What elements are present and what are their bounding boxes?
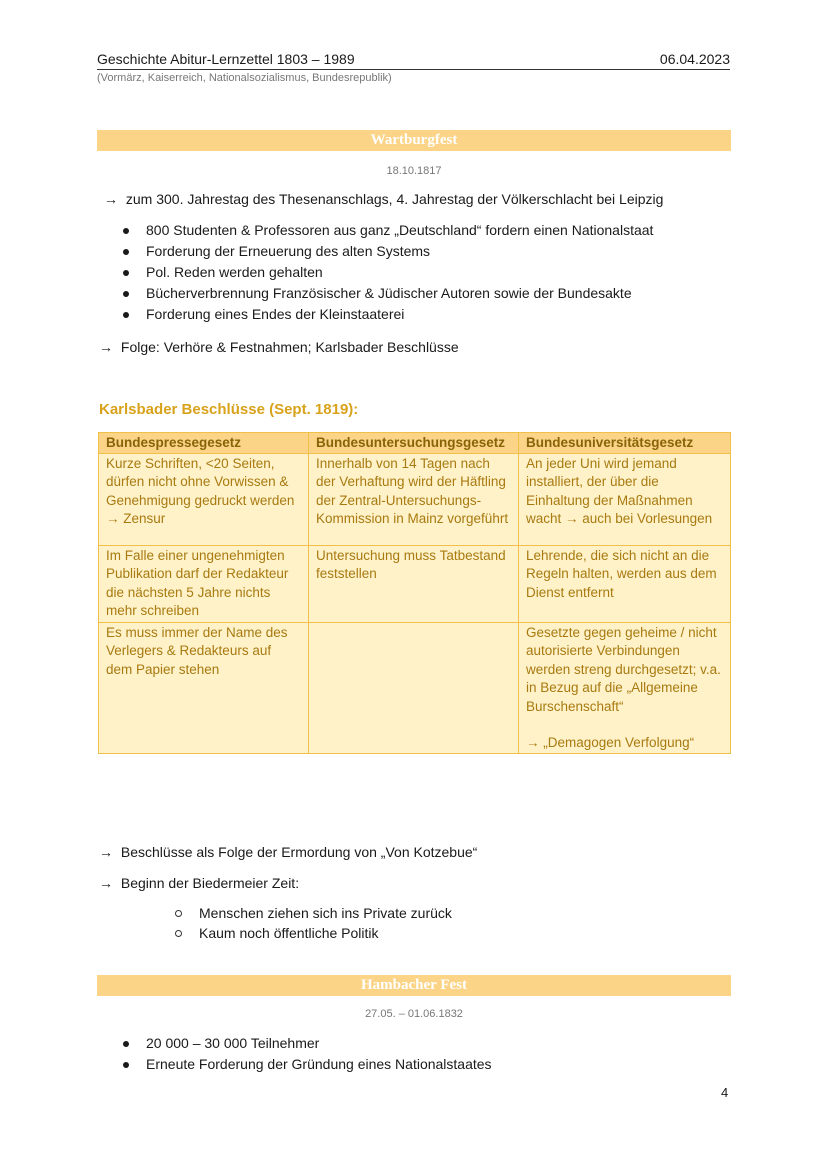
table-row: [99, 545, 731, 622]
table-cell: Innerhalb von 14 Tagen nach der Verhaftung wird der Häftling der Zentral-Untersuchungs-Kommission in Mainz vorgeführt: [309, 453, 519, 545]
list-item: Menschen ziehen sich ins Private zurück: [173, 903, 452, 923]
wartburg-result: [99, 338, 459, 356]
hambach-date: 27.05. – 01.06.1832: [365, 1008, 463, 1020]
wartburg-intro-text: zum 300. Jahrestag des Thesenanschlags, 4. Jahrestag der Völkerschlacht bei Leipzig: [125, 191, 664, 207]
list-item: 20 000 – 30 000 Teilnehmer: [120, 1033, 492, 1054]
karlsbad-title: Karlsbader Beschlüsse (Sept. 1819):: [99, 401, 359, 418]
list-item: 800 Studenten & Professoren aus ganz „Deutschland“ fordern einen Nationalstaat: [120, 220, 653, 241]
table-header-cell: Bundespressegesetz: [99, 433, 309, 454]
table-cell: [309, 622, 519, 753]
page-number: 4: [721, 1085, 729, 1100]
hambach-bullet-list: [120, 1033, 492, 1075]
arrow-icon: →: [99, 339, 113, 355]
table-cell: Kurze Schriften, <20 Seiten, dürfen nicht ohne Vorwissen & Genehmigung gedruckt werden → Zensur: [99, 453, 309, 545]
table-cell: Lehrende, die sich nicht an die Regeln halten, werden aus dem Dienst entfernt: [519, 545, 731, 622]
table-cell: Es muss immer der Name des Verlegers & Redakteurs auf dem Papier stehen: [99, 622, 309, 753]
table-cell-text: Gesetzte gegen geheime / nicht autorisierte Verbindungen werden streng durchgesetzt; v.a. in Bezug auf die „Allgemeine Burschenschaft“: [526, 624, 721, 714]
list-item: Forderung der Erneuerung des alten Systems: [120, 241, 653, 262]
list-item: Forderung eines Endes der Kleinstaaterei: [120, 304, 653, 325]
table-cell: Im Falle einer ungenehmigten Publikation darf der Redakteur die nächsten 5 Jahre nichts mehr schreiben: [99, 545, 309, 622]
header-divider: [97, 69, 730, 70]
header-subtitle: (Vormärz, Kaiserreich, Nationalsozialismus, Bundesrepublik): [97, 72, 392, 84]
arrow-icon: →: [99, 875, 113, 891]
table-cell: [519, 622, 731, 753]
header-title: Geschichte Abitur-Lernzettel 1803 – 1989: [97, 51, 355, 67]
wartburg-banner: Wartburgfest: [97, 130, 731, 151]
arrow-icon: →: [99, 844, 113, 860]
hambach-banner: Hambacher Fest: [97, 975, 731, 996]
karlsbad-consequence-text: Beschlüsse als Folge der Ermordung von „Von Kotzebue“: [120, 844, 478, 860]
biedermeier-line: [99, 874, 299, 892]
karlsbad-consequence: [99, 843, 477, 861]
biedermeier-sub-list: [173, 903, 452, 943]
list-item: Erneute Forderung der Gründung eines Nationalstaates: [120, 1054, 492, 1075]
wartburg-date: 18.10.1817: [386, 165, 442, 177]
table-header-cell: Bundesuntersuchungsgesetz: [309, 433, 519, 454]
list-item: Pol. Reden werden gehalten: [120, 262, 653, 283]
page-header: [97, 50, 730, 84]
table-cell-note: → „Demagogen Verfolgung“: [526, 735, 695, 750]
karlsbad-table: [98, 432, 731, 754]
table-cell: An jeder Uni wird jemand installiert, der über die Einhaltung der Maßnahmen wacht → auch bei Vorlesungen: [519, 453, 731, 545]
list-item: Bücherverbrennung Französischer & Jüdischer Autoren sowie der Bundesakte: [120, 283, 653, 304]
list-item: Kaum noch öffentliche Politik: [173, 923, 452, 943]
arrow-icon: →: [104, 191, 118, 207]
table-header-cell: Bundesuniversitätsgesetz: [519, 433, 731, 454]
wartburg-intro: [104, 190, 663, 208]
table-cell: Untersuchung muss Tatbestand feststellen: [309, 545, 519, 622]
header-date: 06.04.2023: [659, 51, 730, 67]
biedermeier-text: Beginn der Biedermeier Zeit:: [120, 875, 300, 891]
table-row: [99, 453, 731, 545]
wartburg-result-text: Folge: Verhöre & Festnahmen; Karlsbader Beschlüsse: [120, 339, 459, 355]
wartburg-bullet-list: [120, 220, 653, 325]
table-row: [99, 622, 731, 753]
